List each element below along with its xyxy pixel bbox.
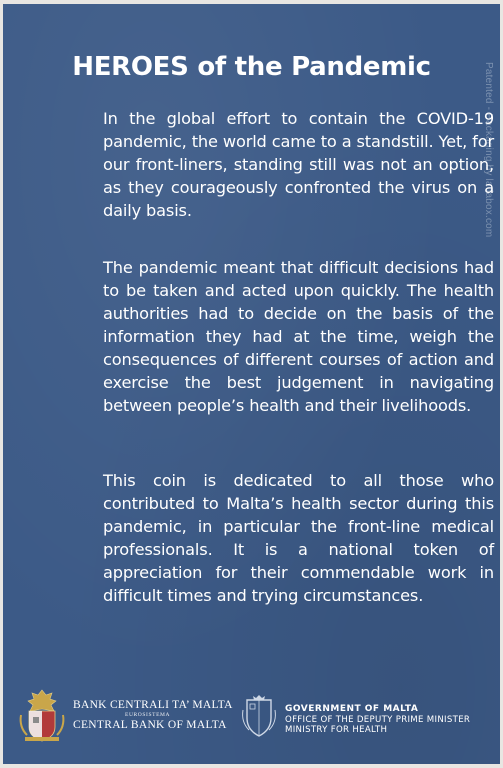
government-office: OFFICE OF THE DEPUTY PRIME MINISTER bbox=[285, 715, 471, 725]
government-name: GOVERNMENT OF MALTA bbox=[285, 704, 419, 714]
packaging-note: Patented - Packaging by ladabox.com bbox=[483, 62, 494, 238]
central-bank-name-maltese: BANK CENTRALI TA’ MALTA bbox=[73, 699, 233, 711]
paragraph-intro: In the global effort to contain the COVID-19 pandemic, the world came to a standstill. Yet, for our front-liners, standing still was not an option, as they courageously confronted the virus on a daily basis. bbox=[103, 109, 494, 220]
title-rest: of the Pandemic bbox=[188, 52, 431, 82]
page-title bbox=[3, 52, 500, 82]
government-branding bbox=[239, 692, 499, 742]
central-bank-crest-icon bbox=[17, 687, 67, 743]
title-highlight: HEROES bbox=[72, 52, 189, 82]
leaflet-card bbox=[3, 4, 500, 764]
central-bank-name-english: CENTRAL BANK OF MALTA bbox=[73, 719, 227, 731]
government-text bbox=[285, 704, 470, 735]
paragraph-dedication: This coin is dedicated to all those who contributed to Malta’s health sector during this pandemic, in particular the front-line medical professionals. It is a national token of appreciation for their commendable work in difficult times and trying circumstances. bbox=[103, 471, 494, 605]
government-ministry: MINISTRY FOR HEALTH bbox=[285, 725, 388, 735]
paragraph-decisions: The pandemic meant that difficult decisions had to be taken and acted upon quickly. The health authorities had to decide on the basis of the information they had at the time, weigh the consequences of different courses of action and exercise the best judgement in navigating between people’s health and their livelihoods. bbox=[103, 258, 494, 415]
government-emblem-icon bbox=[239, 692, 279, 738]
central-bank-name bbox=[73, 699, 233, 731]
central-bank-branding bbox=[17, 687, 247, 743]
eurosystem-label: EUROSISTEMA bbox=[125, 712, 171, 718]
